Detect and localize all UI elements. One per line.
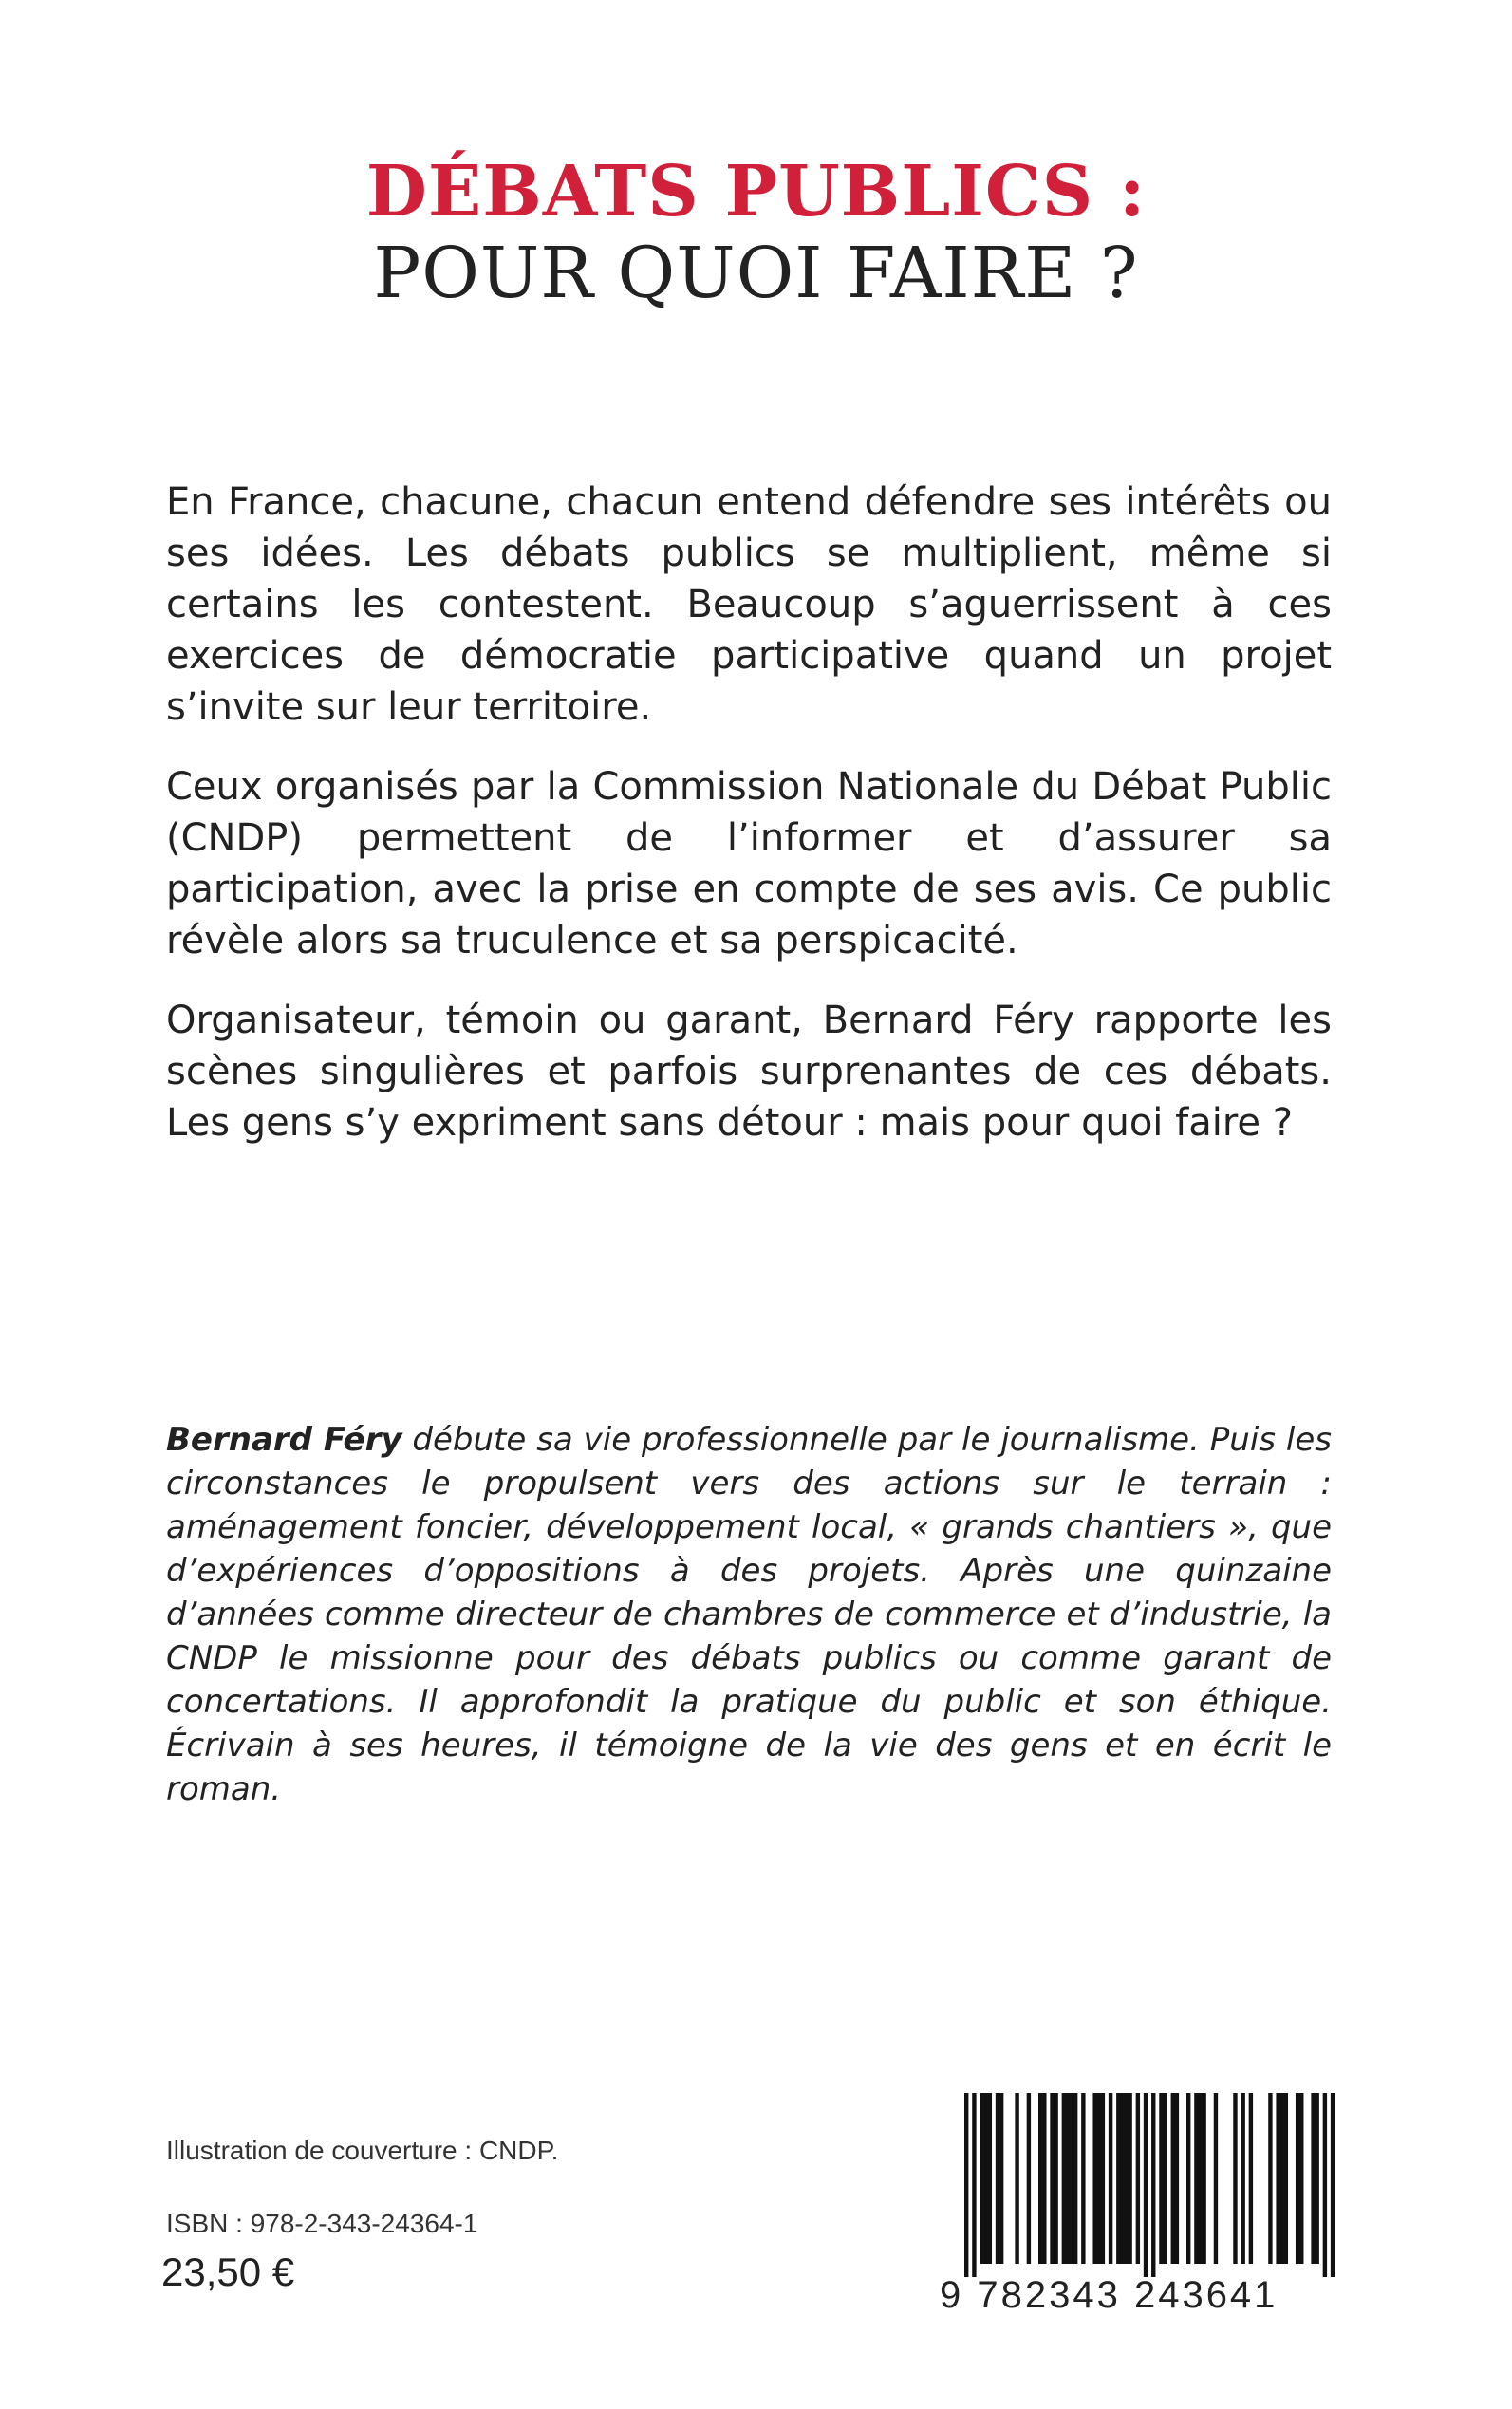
barcode-bar — [1175, 2093, 1179, 2264]
barcode-bar — [1202, 2093, 1205, 2264]
barcode-digits: 9 782343 243641 — [940, 2274, 1279, 2316]
barcode-bar — [1284, 2093, 1288, 2264]
barcode-bar — [1198, 2093, 1202, 2264]
barcode-bar — [1299, 2093, 1303, 2264]
barcode-bar — [1186, 2093, 1190, 2264]
barcode-bar — [1070, 2093, 1073, 2264]
barcode-bar — [1311, 2093, 1315, 2264]
barcode-bar — [1092, 2093, 1096, 2264]
barcode-bar — [1171, 2093, 1175, 2264]
author-name: Bernard Féry — [166, 1421, 402, 1459]
barcode-bar — [1073, 2093, 1077, 2264]
barcode-bar — [1038, 2093, 1042, 2264]
barcode-bar — [1109, 2093, 1112, 2264]
isbn: ISBN : 978-2-343-24364-1 — [166, 2209, 478, 2238]
barcode-bar — [1027, 2093, 1031, 2264]
title-block — [0, 152, 1512, 315]
barcode-bar — [1116, 2093, 1120, 2264]
barcode-bar — [1276, 2093, 1279, 2264]
title-line-2: POUR QUOI FAIRE ? — [373, 233, 1139, 314]
barcode-bar — [1128, 2093, 1131, 2264]
cover-credit: Illustration de couverture : CNDP. — [166, 2136, 559, 2165]
price: 23,50 € — [161, 2250, 295, 2294]
barcode-bar — [988, 2093, 992, 2264]
barcode-bar — [1296, 2093, 1299, 2264]
barcode-bar — [964, 2093, 968, 2277]
author-bio-text: débute sa vie professionnelle par le journalisme. Puis les circonstances le propulsent vers des actions sur le terrain : aménagement foncier, développement local, « grands chantiers », que d’expériences d’oppositions à des projets. Après une quinzaine d’années comme directeur de chambres de commerce et d’industrie, la CNDP le missionne pour des débats publics ou comme garant de concertations. Il approfondit la pratique du public et son éthique. Écrivain à ses heures, il témoigne de la vie des gens et en écrit le roman. — [166, 1421, 1332, 1808]
title-line-1: DÉBATS PUBLICS : — [365, 151, 1147, 233]
barcode-bar — [1081, 2093, 1085, 2264]
barcode-bar — [1124, 2093, 1128, 2264]
blurb — [166, 476, 1332, 1177]
barcode-bar — [999, 2093, 1003, 2264]
barcode-bar — [1323, 2093, 1327, 2277]
barcode-bar — [1062, 2093, 1066, 2264]
barcode-bar — [1015, 2093, 1018, 2264]
barcode-bar — [1280, 2093, 1284, 2264]
blurb-paragraph-1: En France, chacune, chacun entend défendre ses intérêts ou ses idées. Les débats publics se multiplient, même si certains les contestent. Beaucoup s’aguerrissent à ces exercices de démocratie participative quand un projet s’invite sur leur territoire. — [166, 480, 1332, 729]
barcode-bar — [1054, 2093, 1057, 2264]
barcode-bar — [1066, 2093, 1070, 2264]
barcode-bar — [1315, 2093, 1318, 2264]
barcode-bar — [1249, 2093, 1253, 2264]
barcode-bar — [1050, 2093, 1054, 2264]
blurb-paragraph-3: Organisateur, témoin ou garant, Bernard Féry rapporte les scènes singulières et parfois surprenantes de ces débats. Les gens s’y expriment sans détour : mais pour quoi faire ? — [166, 999, 1332, 1145]
barcode-bar — [1144, 2093, 1148, 2277]
barcode-bar — [984, 2093, 988, 2264]
blurb-paragraph-2: Ceux organisés par la Commission Nationale du Débat Public (CNDP) permettent de l’informer et d’assurer sa participation, avec la prise en compte de ses avis. Ce public révèle alors sa truculence et sa perspicacité. — [166, 765, 1332, 962]
barcode-bar — [1120, 2093, 1124, 2264]
barcode-bar — [1163, 2093, 1167, 2264]
barcode-bar — [972, 2093, 976, 2277]
barcode — [964, 2093, 1335, 2277]
barcode-bar — [1151, 2093, 1155, 2277]
barcode-bar — [1042, 2093, 1046, 2264]
barcode-bar — [1241, 2093, 1244, 2264]
barcode-bar — [1214, 2093, 1218, 2264]
barcode-bar — [1159, 2093, 1163, 2264]
barcode-bar — [1233, 2093, 1237, 2264]
barcode-bar — [1097, 2093, 1101, 2264]
barcode-bar — [1136, 2093, 1140, 2264]
barcode-bar — [1331, 2093, 1335, 2277]
barcode-bar — [980, 2093, 983, 2264]
barcode-bar — [1268, 2093, 1272, 2264]
barcode-bar — [996, 2093, 999, 2264]
barcode-bar — [1194, 2093, 1198, 2264]
barcode-bar — [1101, 2093, 1105, 2264]
author-bio — [166, 1418, 1332, 1811]
